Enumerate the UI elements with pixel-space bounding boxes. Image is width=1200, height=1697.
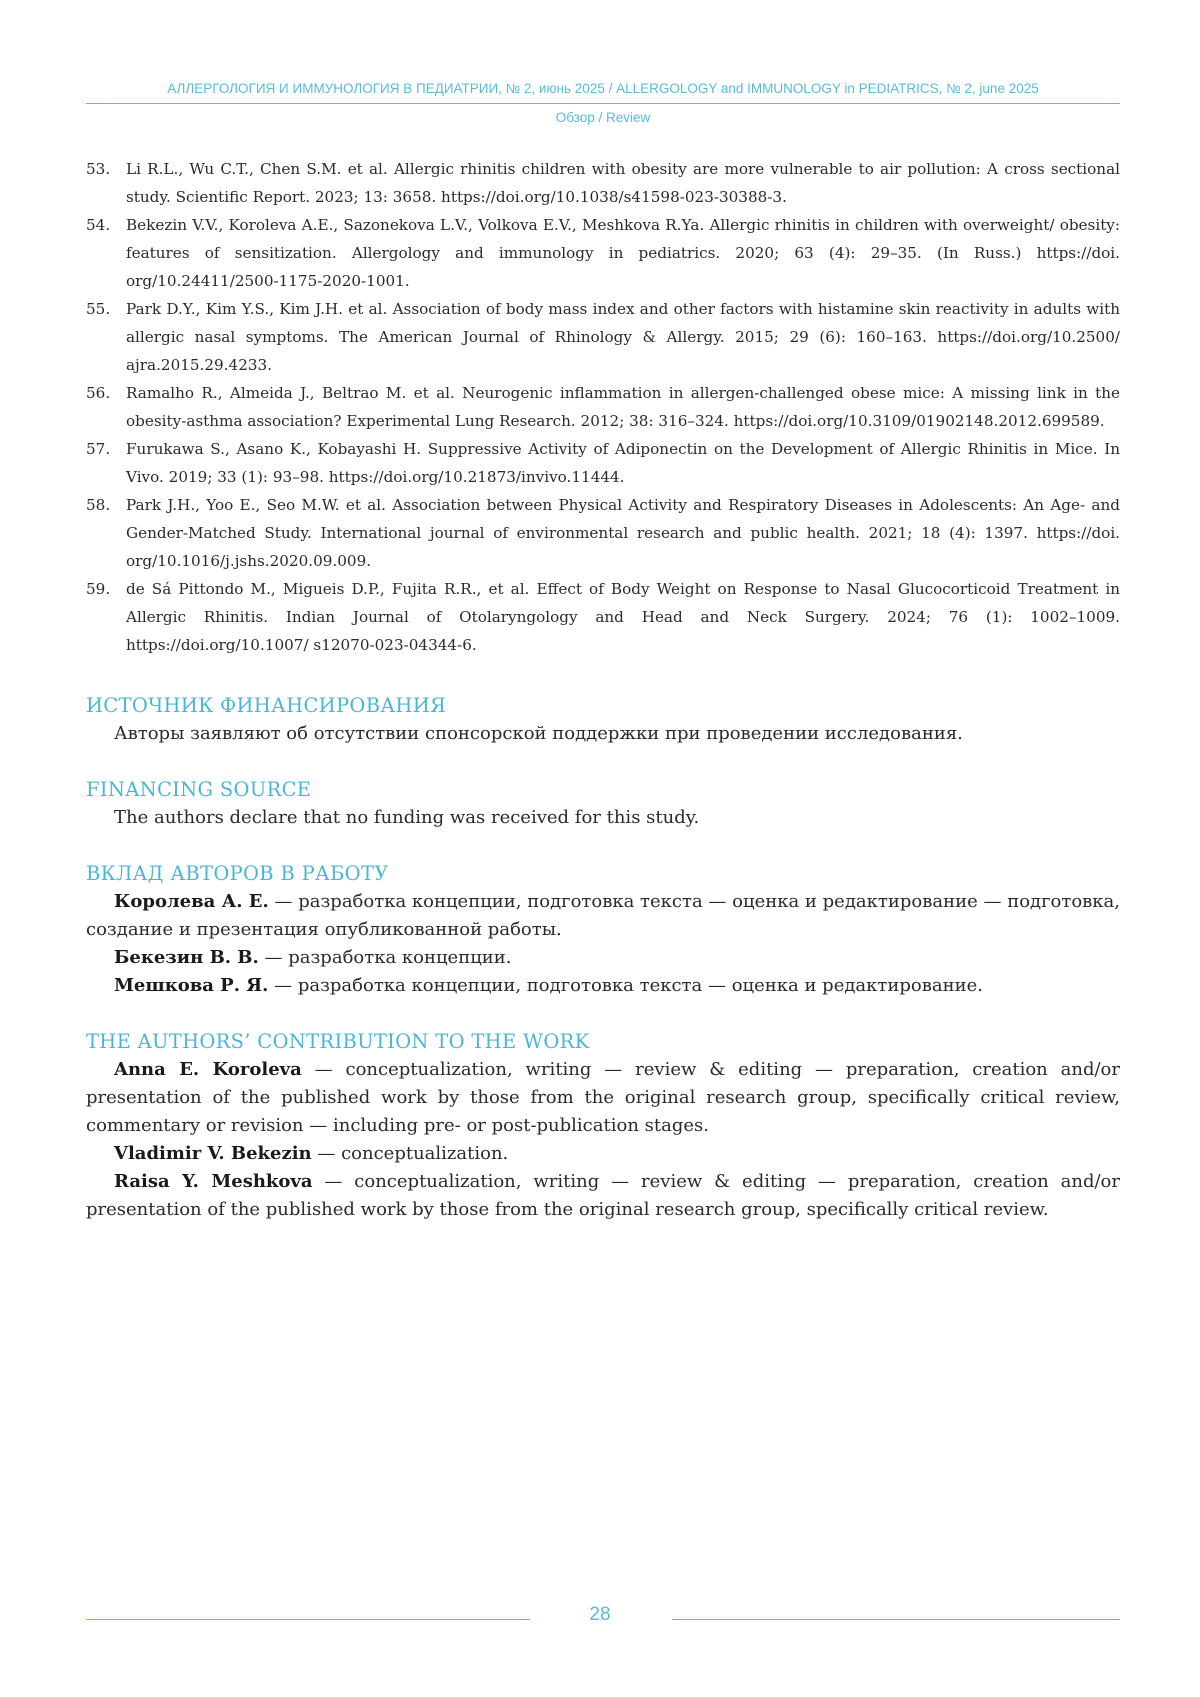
reference-item <box>86 379 1120 435</box>
contribution-heading-en: THE AUTHORS’ CONTRIBUTION TO THE WORK <box>86 1030 590 1053</box>
author-name: Бекезин В. В. <box>114 947 259 968</box>
reference-text: Park D.Y., Kim Y.S., Kim J.H. et al. Association of body mass index and other factors with histamine skin reactivity in adults with allergic nasal symptoms. The American Journal of Rhinology & Allergy. 2015; 29 (6): 160–163. https://doi.org/10.2500/ ajra.2015.29.4233. <box>126 300 1120 374</box>
page-number: 28 <box>589 1604 611 1625</box>
contribution-text: — conceptualization, writing — review & editing — preparation, creation and/or presentation of the published work by those from the original research group, specifically critical review. <box>86 1171 1120 1220</box>
reference-number: 55. <box>86 300 111 318</box>
footer-rule-right <box>672 1619 1120 1620</box>
reference-item <box>86 155 1120 211</box>
contribution-list-en <box>86 1056 1120 1224</box>
contribution-text: — conceptualization. <box>311 1143 509 1164</box>
author-name: Anna E. Koroleva <box>114 1059 302 1080</box>
author-name: Королева А. Е. <box>114 891 269 912</box>
reference-item <box>86 491 1120 575</box>
contribution-list-ru <box>86 888 1120 1000</box>
contribution-entry <box>86 972 1120 1000</box>
reference-text: de Sá Pittondo M., Migueis D.P., Fujita R.R., et al. Effect of Body Weight on Response to Nasal Glucocorticoid Treatment in Allergic Rhinitis. Indian Journal of Otolaryngology and Head and Neck Surgery. 2024; 76 (1): 1002–1009. https://doi.org/10.1007/ s12070-023-04344-6. <box>126 580 1120 654</box>
contribution-entry <box>86 944 1120 972</box>
header-rule <box>86 103 1120 104</box>
contribution-entry <box>86 1168 1120 1224</box>
journal-title: АЛЛЕРГОЛОГИЯ И ИММУНОЛОГИЯ В ПЕДИАТРИИ, № 2, июнь 2025 / ALLERGOLOGY and IMMUNOLOGY in PEDIATRICS, № 2, june 2025 <box>167 81 1039 96</box>
reference-number: 59. <box>86 580 111 598</box>
reference-text: Bekezin V.V., Koroleva A.E., Sazonekova L.V., Volkova E.V., Meshkova R.Ya. Allergic rhinitis in children with overweight/ obesity: features of sensitization. Allergology and immunology in pediatrics. 2020; 63 (4): 29–35. (In Russ.) https://doi. org/10.24411/2500-1175-2020-1001. <box>126 216 1120 290</box>
reference-number: 58. <box>86 496 111 514</box>
contribution-entry <box>86 1140 1120 1168</box>
funding-paragraph-en: The authors declare that no funding was received for this study. <box>114 807 700 828</box>
contribution-entry <box>86 888 1120 944</box>
reference-number: 56. <box>86 384 111 402</box>
funding-text-ru <box>86 720 1120 748</box>
author-name: Мешкова Р. Я. <box>114 975 269 996</box>
funding-heading-en: FINANCING SOURCE <box>86 778 312 801</box>
contribution-entry <box>86 1056 1120 1140</box>
reference-list <box>86 155 1120 659</box>
author-name: Vladimir V. Bekezin <box>114 1143 312 1164</box>
reference-text: Ramalho R., Almeida J., Beltrao M. et al. Neurogenic inflammation in allergen-challenged obese mice: A missing link in the obesity-asthma association? Experimental Lung Research. 2012; 38: 316–324. https://doi.org/10.3109/01902148.2012.699589. <box>126 384 1120 430</box>
reference-number: 57. <box>86 440 111 458</box>
funding-text-en <box>86 804 1120 832</box>
funding-heading-ru: ИСТОЧНИК ФИНАНСИРОВАНИЯ <box>86 694 447 717</box>
reference-item <box>86 435 1120 491</box>
running-header <box>86 78 1120 127</box>
funding-paragraph-ru: Авторы заявляют об отсутствии спонсорской поддержки при проведении исследования. <box>114 723 963 744</box>
reference-text: Furukawa S., Asano K., Kobayashi H. Suppressive Activity of Adiponectin on the Development of Allergic Rhinitis in Mice. In Vivo. 2019; 33 (1): 93–98. https://doi.org/10.21873/invivo.11444. <box>126 440 1120 486</box>
contribution-heading-ru: ВКЛАД АВТОРОВ В РАБОТУ <box>86 862 389 885</box>
reference-item <box>86 211 1120 295</box>
section-label: Обзор / Review <box>555 110 651 125</box>
footer-rule-left <box>86 1619 530 1620</box>
contribution-text: — разработка концепции. <box>258 947 512 968</box>
reference-text: Li R.L., Wu C.T., Chen S.M. et al. Allergic rhinitis children with obesity are more vulnerable to air pollution: A cross sectional study. Scientific Report. 2023; 13: 3658. https://doi.org/10.1038/s41598-023-30388-3. <box>126 160 1120 206</box>
reference-text: Park J.H., Yoo E., Seo M.W. et al. Association between Physical Activity and Respiratory Diseases in Adolescents: An Age- and Gender-Matched Study. International journal of environmental research and public health. 2021; 18 (4): 1397. https://doi. org/10.1016/j.jshs.2020.09.009. <box>126 496 1120 570</box>
reference-number: 54. <box>86 216 111 234</box>
contribution-text: — разработка концепции, подготовка текста — оценка и редактирование. <box>268 975 983 996</box>
author-name: Raisa Y. Meshkova <box>114 1171 313 1192</box>
reference-item <box>86 575 1120 659</box>
reference-number: 53. <box>86 160 111 178</box>
contribution-text: — conceptualization, writing — review & editing — preparation, creation and/or presentation of the published work by those from the original research group, specifically critical review, commentary or revision — including pre- or post-publication stages. <box>86 1059 1120 1136</box>
reference-item <box>86 295 1120 379</box>
contribution-text: — разработка концепции, подготовка текста — оценка и редактирование — подготовка, создание и презентация опубликованной работы. <box>86 891 1121 940</box>
